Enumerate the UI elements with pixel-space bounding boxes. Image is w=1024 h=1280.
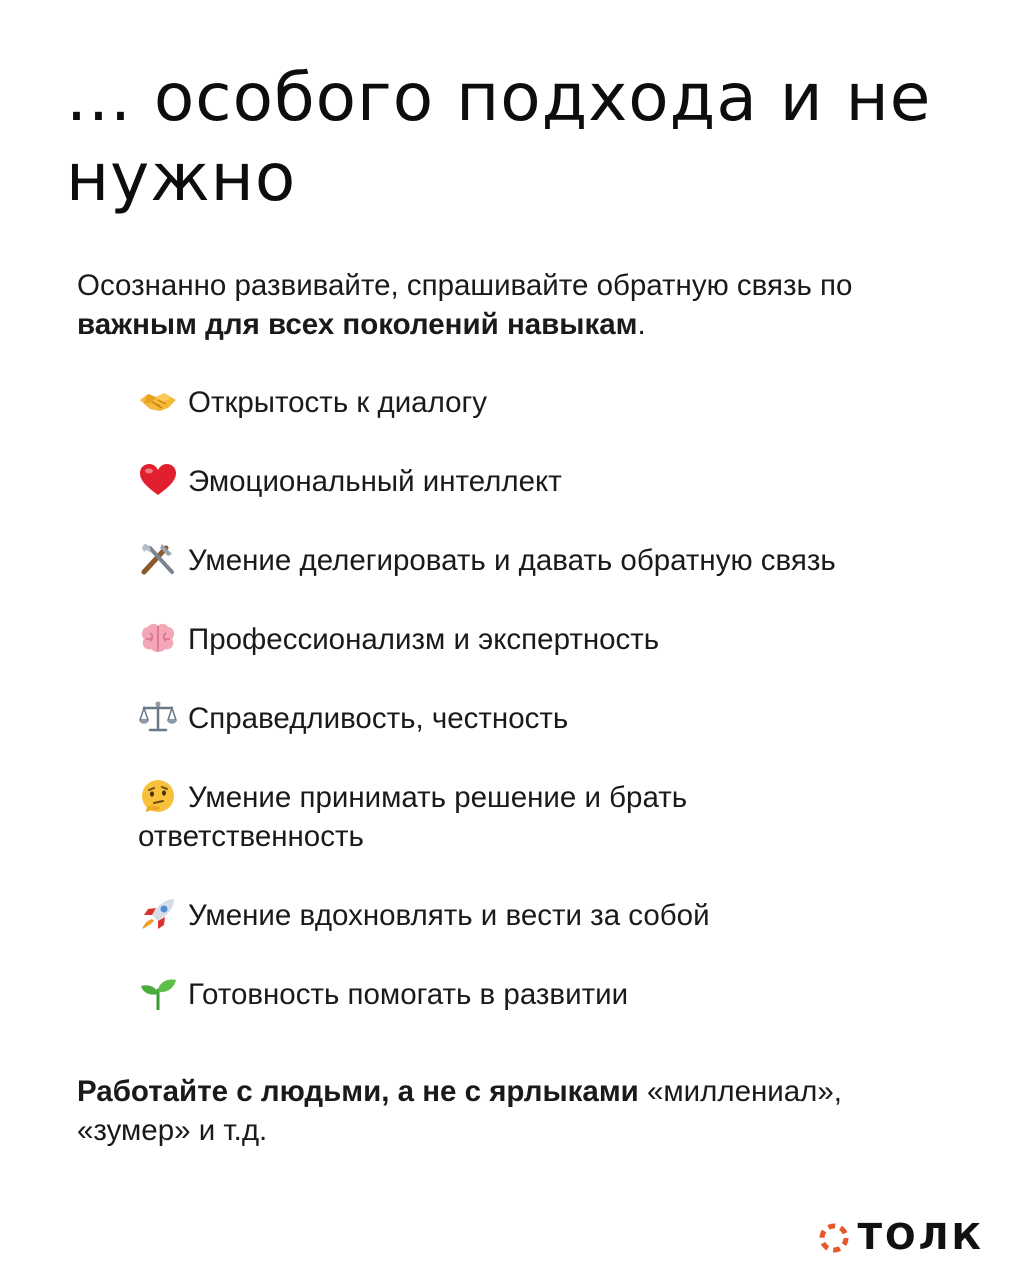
- skill-label: Умение делегировать и давать обратную связь: [188, 544, 836, 577]
- brain-icon: [138, 621, 178, 655]
- skills-list: [138, 383, 958, 1054]
- handshake-icon: [138, 384, 178, 418]
- intro-text-end: .: [637, 308, 646, 341]
- skill-item-decision-making: [138, 778, 758, 856]
- skill-label: Профессионализм и экспертность: [188, 623, 660, 656]
- skill-item-inspiration: [138, 896, 958, 935]
- skill-item-emotional-intelligence: [138, 462, 958, 501]
- thinking-face-icon: [138, 779, 178, 813]
- rocket-icon: [138, 897, 178, 931]
- closing-paragraph: [77, 1072, 957, 1150]
- seedling-icon: [138, 976, 178, 1010]
- skill-label: Умение вдохновлять и вести за собой: [188, 899, 710, 932]
- skill-label: Справедливость, честность: [188, 702, 569, 735]
- skill-item-fairness: [138, 699, 958, 738]
- logo-mark-icon: [816, 1220, 852, 1256]
- skill-item-development-support: [138, 975, 958, 1014]
- skill-label: Умение принимать решение и брать ответственность: [138, 781, 688, 853]
- page-title: ... особого подхода и не нужно: [66, 59, 932, 216]
- skill-label: Открытость к диалогу: [188, 386, 488, 419]
- skill-label: Эмоциональный интеллект: [188, 465, 562, 498]
- closing-bold-text: Работайте с людьми, а не с ярлыками: [77, 1075, 639, 1108]
- logo-text: ТОЛК: [857, 1217, 984, 1258]
- heart-icon: [138, 463, 178, 497]
- intro-text: Осознанно развивайте, спрашивайте обратную связь по: [77, 269, 853, 302]
- skill-label: Готовность помогать в развитии: [188, 978, 629, 1011]
- skill-item-professionalism: [138, 620, 958, 659]
- scales-icon: [138, 700, 178, 734]
- intro-paragraph: [77, 266, 977, 344]
- intro-bold-text: важным для всех поколений навыкам: [77, 308, 638, 341]
- closing-text: «миллениал», «зумер» и т.д.: [77, 1075, 842, 1147]
- skill-item-dialogue: [138, 383, 958, 422]
- tools-icon: [138, 542, 178, 576]
- brand-logo: [816, 1218, 985, 1258]
- skill-item-delegation: [138, 541, 958, 580]
